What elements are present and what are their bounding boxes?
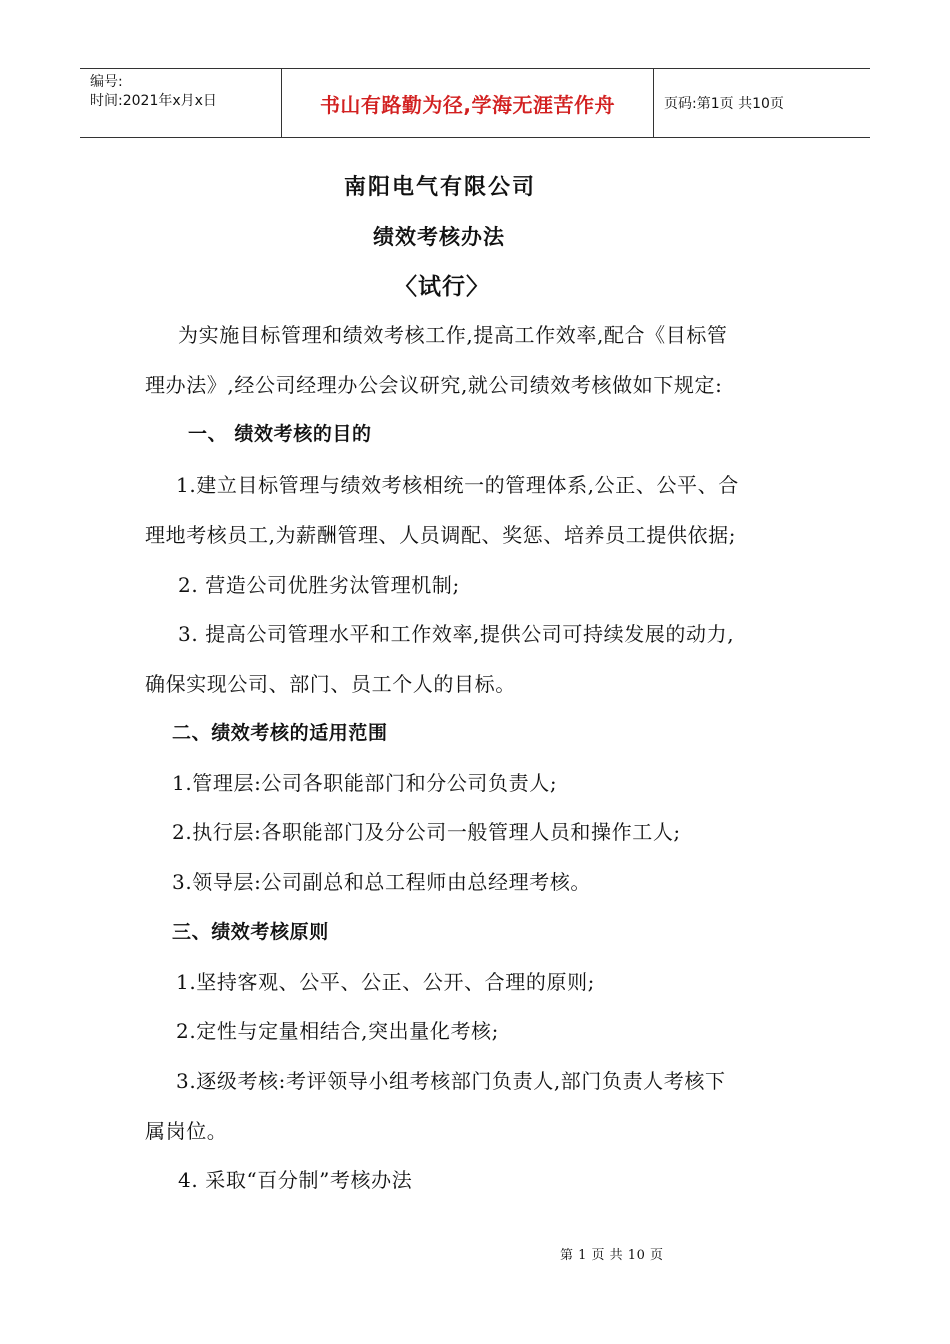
- intro-line-2: 理办法》,经公司经理办公会议研究,就公司绩效考核做如下规定:: [145, 373, 723, 397]
- section-3-item-2: 2.定性与定量相结合,突出量化考核;: [176, 1019, 499, 1043]
- motto-text: 书山有路勤为径,学海无涯苦作舟: [319, 92, 616, 117]
- section-3-item-4: 4. 采取“百分制”考核办法: [178, 1168, 413, 1192]
- page-info-text: 页码:第1页 共10页: [664, 96, 784, 112]
- section-3-item-1: 1.坚持客观、公平、公正、公开、合理的原则;: [176, 970, 596, 994]
- motto-cell: [282, 69, 654, 137]
- section-1-item-1-line-1: 1.建立目标管理与绩效考核相统一的管理体系,公正、公平、合: [176, 473, 739, 497]
- section-1-item-3-line-2: 确保实现公司、部门、员工个人的目标。: [145, 672, 516, 696]
- section-2-item-3: 3.领导层:公司副总和总工程师由总经理考核。: [172, 870, 592, 894]
- section-2-heading: 二、绩效考核的适用范围: [172, 722, 388, 744]
- number-label: 编号:: [90, 74, 123, 90]
- page-footer: 第 1 页 共 10 页: [560, 1248, 664, 1263]
- document-title: 绩效考核办法: [373, 225, 505, 249]
- section-3-item-3-line-1: 3.逐级考核:考评领导小组考核部门负责人,部门负责人考核下: [176, 1069, 726, 1093]
- section-1-item-1-line-2: 理地考核员工,为薪酬管理、人员调配、奖惩、培养员工提供依据;: [145, 523, 737, 547]
- header-table: [80, 68, 870, 138]
- section-1-item-3-line-1: 3. 提高公司管理水平和工作效率,提供公司可持续发展的动力,: [178, 622, 735, 646]
- document-subtitle: 〈试行〉: [394, 274, 490, 300]
- intro-line-1: 为实施目标管理和绩效考核工作,提高工作效率,配合《目标管: [178, 323, 728, 347]
- section-1-item-2: 2. 营造公司优胜劣汰管理机制;: [178, 573, 460, 597]
- section-1-heading: 一、 绩效考核的目的: [188, 423, 372, 445]
- section-2-item-1: 1.管理层:公司各职能部门和分公司负责人;: [172, 771, 558, 795]
- time-label: 时间:2021年x月x日: [90, 93, 217, 109]
- section-3-item-3-line-2: 属岗位。: [145, 1119, 228, 1143]
- page-info-cell: [654, 69, 870, 137]
- header-meta-cell: [80, 69, 282, 137]
- company-title: 南阳电气有限公司: [344, 175, 537, 200]
- section-3-heading: 三、绩效考核原则: [172, 921, 329, 943]
- section-2-item-2: 2.执行层:各职能部门及分公司一般管理人员和操作工人;: [172, 820, 681, 844]
